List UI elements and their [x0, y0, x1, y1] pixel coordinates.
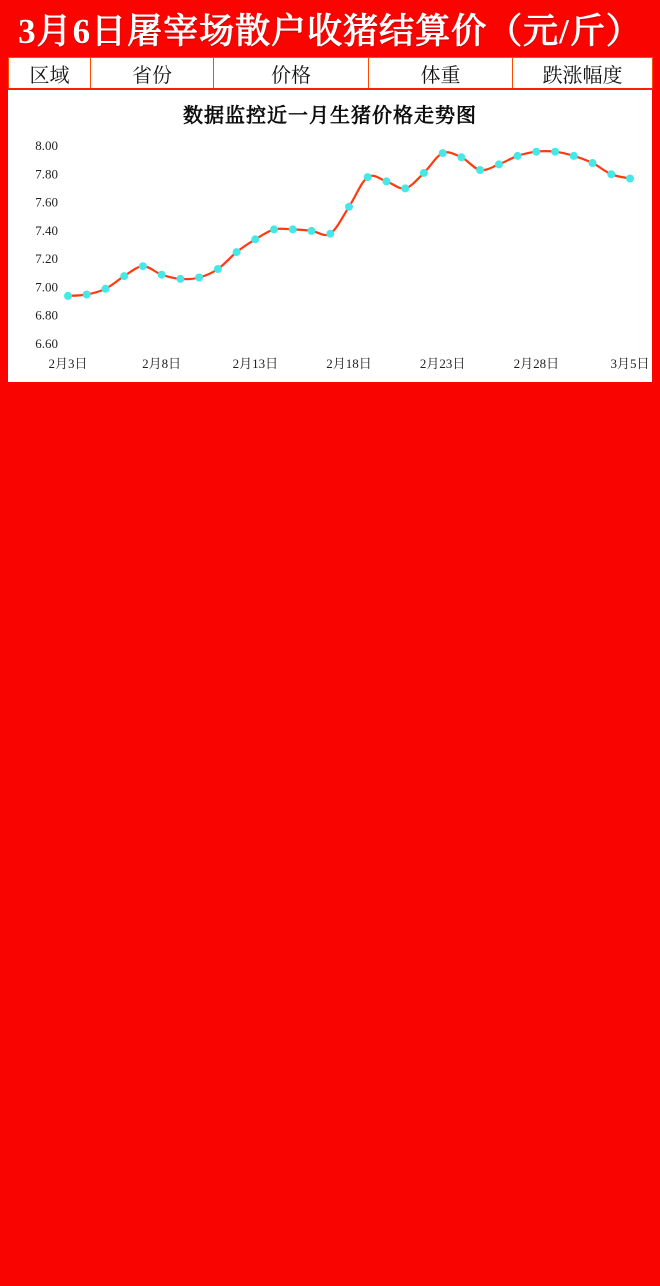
- data-point-marker: [607, 170, 615, 178]
- data-point-marker: [420, 169, 428, 177]
- data-point-marker: [476, 166, 484, 174]
- chart-title: 数据监控近一月生猪价格走势图: [183, 105, 477, 127]
- y-axis-label: 6.80: [35, 307, 58, 323]
- header-change: 跌涨幅度: [513, 58, 653, 90]
- data-point-marker: [195, 274, 203, 282]
- y-axis-label: 7.40: [35, 222, 58, 238]
- data-point-marker: [626, 175, 634, 183]
- data-point-marker: [308, 227, 316, 235]
- data-point-marker: [214, 265, 222, 273]
- y-axis-label: 7.00: [35, 279, 58, 295]
- header-region: 区域: [9, 58, 91, 90]
- x-axis-label: 2月8日: [142, 356, 182, 371]
- data-point-marker: [514, 152, 522, 160]
- data-point-marker: [532, 148, 540, 156]
- x-axis-label: 2月13日: [232, 356, 279, 371]
- y-axis-label: 6.60: [35, 336, 58, 351]
- x-axis-label: 3月5日: [610, 356, 650, 371]
- data-point-marker: [401, 184, 409, 192]
- data-point-marker: [83, 291, 91, 299]
- pig-price-table: [8, 57, 653, 90]
- trend-chart-section: [8, 90, 652, 382]
- y-axis-label: 7.60: [35, 194, 58, 210]
- y-axis-label: 7.20: [35, 251, 58, 267]
- y-axis-label: 7.80: [35, 166, 58, 182]
- title-bar: [0, 0, 660, 57]
- header-weight: 体重: [369, 58, 513, 90]
- data-point-marker: [589, 159, 597, 167]
- data-point-marker: [383, 177, 391, 185]
- price-line: [68, 151, 630, 296]
- data-point-marker: [364, 173, 372, 181]
- data-point-marker: [158, 271, 166, 279]
- data-point-marker: [233, 248, 241, 256]
- data-point-marker: [345, 203, 353, 211]
- data-point-marker: [551, 148, 559, 156]
- page-title: 3月6日屠宰场散户收猪结算价（元/斤）: [18, 11, 642, 51]
- x-axis-label: 2月18日: [326, 356, 372, 371]
- data-point-marker: [457, 153, 465, 161]
- data-point-marker: [570, 152, 578, 160]
- data-point-marker: [120, 272, 128, 280]
- x-axis-label: 2月3日: [48, 356, 88, 371]
- data-point-marker: [270, 225, 278, 233]
- data-point-marker: [102, 285, 110, 293]
- header-price: 价格: [214, 58, 369, 90]
- data-point-marker: [176, 275, 184, 283]
- bottom-red-strip: [0, 382, 660, 391]
- x-axis-label: 2月23日: [419, 356, 466, 371]
- data-point-marker: [251, 235, 259, 243]
- y-axis-label: 8.00: [35, 138, 58, 153]
- table-header-row: [9, 58, 653, 90]
- data-point-marker: [495, 160, 503, 168]
- data-point-marker: [139, 262, 147, 270]
- data-point-marker: [326, 230, 334, 238]
- x-axis-label: 2月28日: [513, 356, 560, 371]
- trend-chart: [8, 130, 652, 382]
- header-province: 省份: [91, 58, 214, 90]
- data-point-marker: [439, 149, 447, 157]
- data-point-marker: [289, 225, 297, 233]
- data-point-marker: [64, 292, 72, 300]
